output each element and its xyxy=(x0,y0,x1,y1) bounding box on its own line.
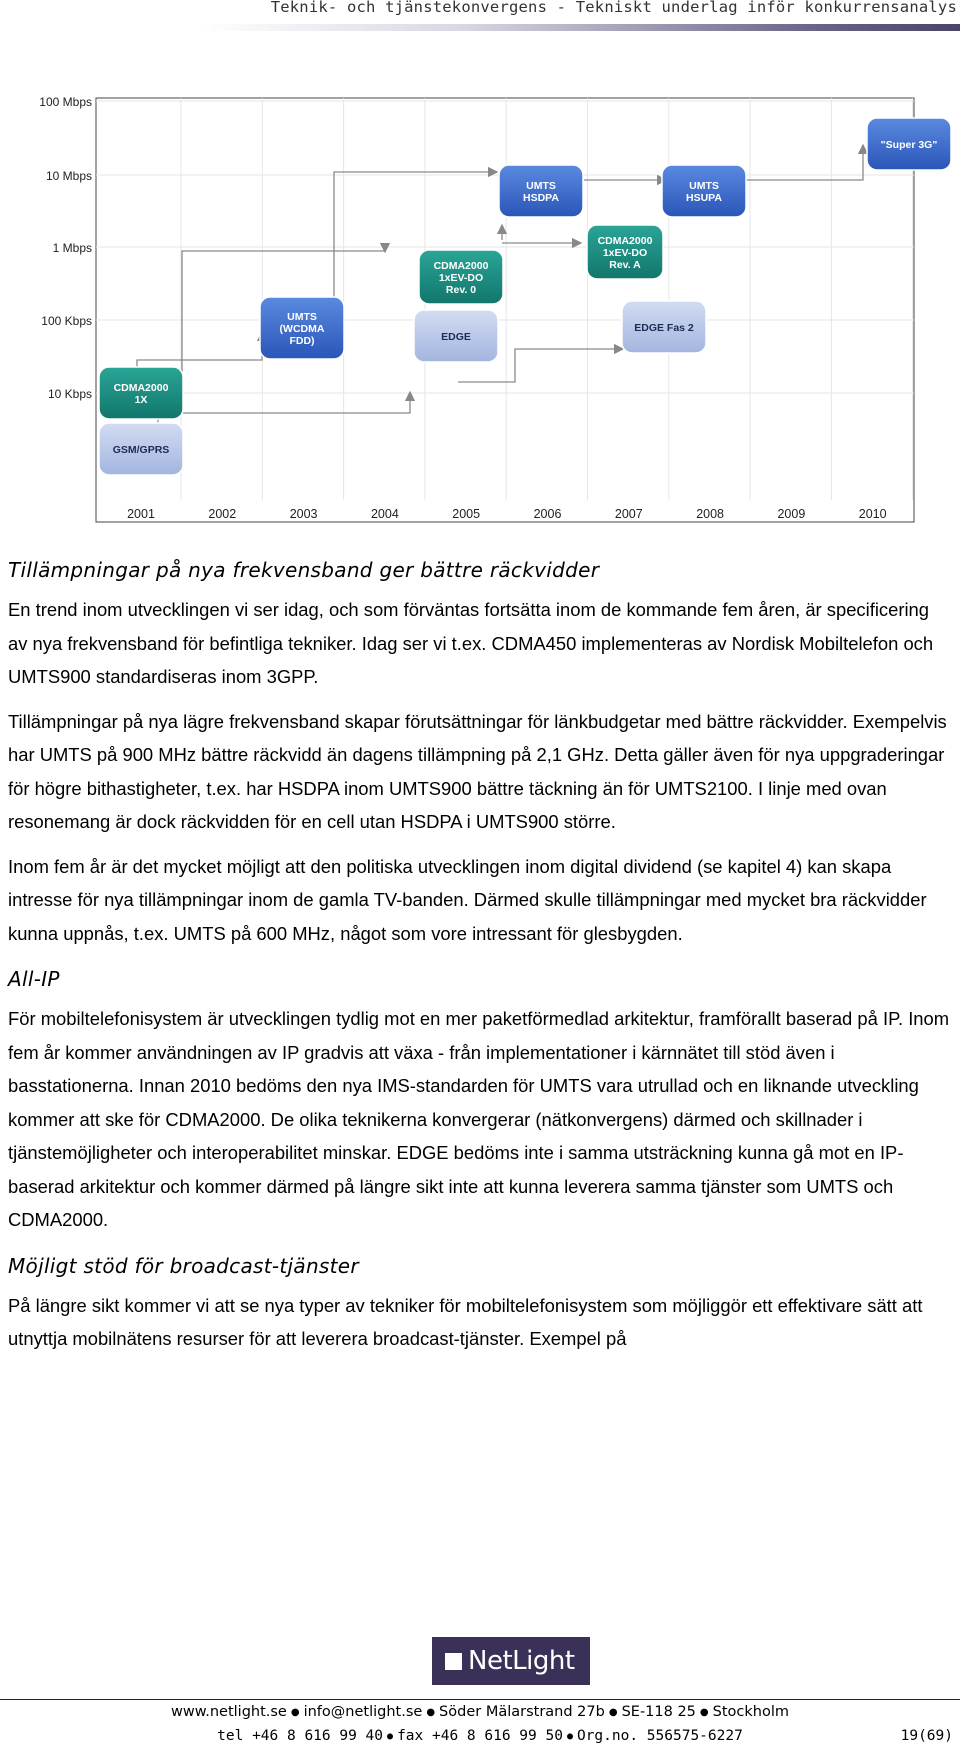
paragraph: För mobiltelefonisystem är utvecklingen tydlig mot en mer paketförmedlad arkitektur, framförallt baserad på IP. Inom fem år kommer användningen av IP gradvis att växa - från implementationer i kärnnätet till stöd även i basstationerna. Innan 2010 bedöms den nya IMS-standarden för UMTS vara utrullad och en liknande utveckling kommer att ske för CDMA2000. De olika teknikerna konvergerar (nätkonvergens) därmed och skillnader i tjänstemöjligheter och interoperabilitet minskar. EDGE bedöms inte i samma utsträckning kunna gå mot en IP-baserad arkitektur och kommer därmed på längre sikt inte att kunna leverera samma tjänster som UMTS och CDMA2000. xyxy=(8,1008,950,1230)
x-tick-label: 2004 xyxy=(370,507,399,521)
chart-frame xyxy=(96,98,914,522)
footer-contact-line: www.netlight.se ● info@netlight.se ● Söder Mälarstrand 27b ● SE-118 25 ● Stockholm xyxy=(170,1704,790,1720)
x-tick-label: 2001 xyxy=(127,507,155,521)
chart-box-label: FDD) xyxy=(289,335,315,347)
footer-city: Stockholm xyxy=(712,1704,790,1720)
chart-box-label: EDGE Fas 2 xyxy=(634,322,694,334)
footer-postal: SE-118 25 xyxy=(621,1704,696,1720)
footer-website[interactable]: www.netlight.se xyxy=(170,1704,287,1720)
footer-email[interactable]: info@netlight.se xyxy=(303,1704,423,1720)
header-gradient-bar xyxy=(200,24,960,31)
footer-orgno: Org.no. 556575-6227 xyxy=(576,1728,743,1744)
chart-box-label: 1xEV-DO xyxy=(602,247,648,259)
chart-box-label: CDMA2000 xyxy=(433,260,489,272)
chart-box-label: Rev. 0 xyxy=(445,284,477,296)
footer-phone-line: tel +46 8 616 99 40 ● fax +46 8 616 99 50 ● Org.no. 556575-6227 xyxy=(217,1728,743,1744)
technology-roadmap-chart xyxy=(0,60,960,530)
x-tick-label: 2009 xyxy=(777,507,806,521)
chart-box-label: GSM/GPRS xyxy=(112,444,170,456)
chart-box xyxy=(260,297,344,359)
chart-box xyxy=(867,118,951,170)
chart-box-label: EDGE xyxy=(441,331,471,343)
chart-box-label: HSDPA xyxy=(523,192,559,204)
chart-box-label: UMTS xyxy=(526,180,556,192)
section-heading-all-ip: All-IP xyxy=(8,967,60,991)
y-tick-label: 10 Kbps xyxy=(47,387,92,401)
section-heading-frequency: Tillämpningar på nya frekvensband ger bättre räckvidder xyxy=(8,558,600,582)
chart-box xyxy=(419,250,503,304)
x-tick-label: 2008 xyxy=(696,507,725,521)
x-tick-label: 2010 xyxy=(858,507,887,521)
chart-box-label: UMTS xyxy=(689,180,719,192)
chart-box-label: 1X xyxy=(134,394,148,406)
paragraph: Inom fem år är det mycket möjligt att den politiska utvecklingen inom digital dividend (se kapitel 4) kan skapa intresse för nya tillämpningar inom de gamla TV-banden. Därmed skulle tillämpningar med mycket bra räckvidder kunna uppnås, t.ex. UMTS på 600 MHz, något som vore intressant för glesbygden. xyxy=(8,855,927,944)
y-tick-label: 1 Mbps xyxy=(52,241,92,255)
paragraph: En trend inom utvecklingen vi ser idag, och som förväntas fortsätta inom de kommande fem åren, är specificering av nya frekvensband för befintliga tekniker. Idag ser vi t.ex. CDMA450 implementeras av Nordisk Mobiltelefon och UMTS900 standardiseras inom 3GPP. xyxy=(8,599,934,687)
section-heading-broadcast: Möjligt stöd för broadcast-tjänster xyxy=(8,1253,359,1278)
footer-divider xyxy=(0,1699,960,1700)
y-tick-label: 100 Mbps xyxy=(39,95,92,109)
y-tick-label: 100 Kbps xyxy=(41,314,92,328)
chart-box-label: (WCDMA xyxy=(279,323,325,335)
chart-box-label: CDMA2000 xyxy=(597,235,653,247)
document-body xyxy=(8,558,952,1356)
logo-square-icon xyxy=(445,1653,462,1670)
chart-box-label: 1xEV-DO xyxy=(438,272,484,284)
x-tick-label: 2002 xyxy=(208,507,237,521)
page-header xyxy=(0,0,960,32)
footer-address: Söder Mälarstrand 27b xyxy=(439,1704,605,1720)
chart-box xyxy=(99,423,183,475)
y-tick-label: 10 Mbps xyxy=(45,169,92,183)
document-title: Teknik- och tjänstekonvergens - Tekniskt underlag inför konkurrensanalys xyxy=(270,0,957,16)
chart-box-label: UMTS xyxy=(287,311,317,323)
chart-canvas xyxy=(0,60,960,530)
footer-fax: fax +46 8 616 99 50 xyxy=(397,1728,563,1744)
chart-box xyxy=(587,225,663,279)
x-tick-label: 2005 xyxy=(452,507,481,521)
chart-box-label: CDMA2000 xyxy=(113,382,169,394)
footer-phone: tel +46 8 616 99 40 xyxy=(217,1728,384,1744)
chart-box xyxy=(662,165,746,217)
chart-box xyxy=(414,310,498,362)
paragraph: På längre sikt kommer vi att se nya typer av tekniker för mobiltelefonisystem som möjliggör ett effektivare sätt att utnyttja mobilnätens resurser för att leverera broadcast-tjänster. Exempel på xyxy=(8,1294,923,1349)
x-tick-label: 2003 xyxy=(289,507,318,521)
paragraph: Tillämpningar på nya lägre frekvensband skapar förutsättningar för länkbudgetar med bättre räckvidder. Exempelvis har UMTS på 900 MHz bättre räckvidd än dagens tillämpning på 2,1 GHz. Detta gäller även för nya uppgraderingar för högre bithastigheter, t.ex. har HSDPA inom UMTS900 bättre täckning än för UMTS2100. I linje med ovan resonemang är dock räckvidden för en cell utan HSDPA i UMTS900 större. xyxy=(8,710,947,832)
chart-box xyxy=(622,301,706,353)
x-tick-label: 2006 xyxy=(533,507,562,521)
page-number: 19(69) xyxy=(900,1728,953,1744)
chart-box-label: "Super 3G" xyxy=(880,139,938,151)
chart-box xyxy=(99,367,183,419)
chart-box xyxy=(499,165,583,217)
chart-box-label: Rev. A xyxy=(609,259,641,271)
x-tick-label: 2007 xyxy=(614,507,643,521)
logo-text: NetLight xyxy=(468,1646,575,1676)
chart-box-label: HSUPA xyxy=(686,192,722,204)
netlight-logo xyxy=(432,1637,590,1685)
